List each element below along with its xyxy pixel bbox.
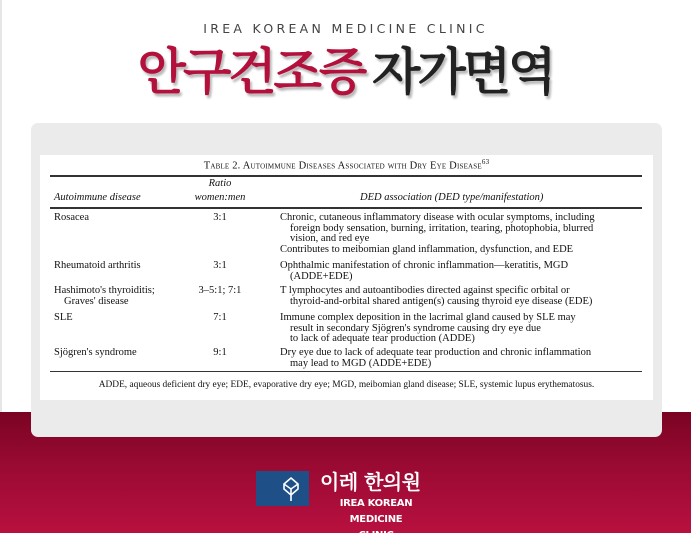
title-banner: [0, 0, 691, 125]
title-accent: 안구건조증: [137, 43, 365, 101]
table-footnote: ADDE, aqueous deficient dry eye; EDE, evaporative dry eye; MGD, meibomian gland disease; SLE, systemic lupus erythematosus.: [98, 380, 595, 390]
table-image: [40, 155, 653, 400]
table-title-ref: 63: [481, 158, 490, 166]
col-header-ratio-2: women:men: [194, 192, 246, 203]
row-rosacea-ratio: 3:1: [213, 212, 227, 223]
col-header-disease: Autoimmune disease: [54, 192, 141, 203]
col-header-ded: DED association (DED type/manifestation): [360, 192, 544, 203]
title-dark: 자가면역: [372, 43, 554, 101]
table-header-rule: [50, 207, 642, 209]
clinic-name-ko: 이레 한의원: [320, 470, 421, 494]
row-sjogren-ratio: 9:1: [213, 347, 227, 358]
row-sjogren-disease: Sjögren's syndrome: [54, 347, 137, 358]
row-rosacea-disease: Rosacea: [54, 212, 89, 223]
row-sle-ratio: 7:1: [213, 312, 227, 323]
col-header-ratio-1: Ratio: [208, 178, 232, 189]
row-ra-disease: Rheumatoid arthritis: [54, 260, 141, 271]
table-title: Table 2. Autoimmune Diseases Associated with Dry Eye Disease$^{63}$: [203, 158, 490, 172]
row-sjogren-ded: Dry eye due to lack of adequate tear production and chronic inflammation may lead to MGD (ADDE+EDE): [280, 347, 592, 369]
page-title: [0, 40, 691, 104]
table-top-rule: [50, 175, 642, 177]
row-thyroid-ded: T lymphocytes and autoantibodies directed against specific orbital or thyroid-and-orbital shared antigen(s) causing thyroid eye disease (EDE): [280, 285, 593, 307]
row-thyroid-disease: Hashimoto's thyroiditis; Graves' disease: [54, 285, 155, 307]
row-sle-disease: SLE: [54, 312, 73, 323]
row-ra-ratio: 3:1: [213, 260, 227, 271]
leaf-logo-icon: [281, 476, 301, 502]
row-ra-ded: Ophthalmic manifestation of chronic inflammation—keratitis, MGD (ADDE+EDE): [280, 260, 569, 282]
row-rosacea-ded: Chronic, cutaneous inflammatory disease with ocular symptoms, including foreign body sensation, burning, irritation, tearing, photophobia, blurred vision, and red eye Contributes to meibomian gland inflammation, dysfunction, and EDE: [280, 212, 595, 255]
clinic-name-en: IREA KOREAN MEDICINE CLINIC: [339, 498, 413, 541]
row-sle-ded: Immune complex deposition in the lacrimal gland caused by SLE may result in secondary Sjögren's syndrome causing dry eye due to lack of adequate tear production (ADDE): [280, 312, 576, 345]
table-bottom-rule: [50, 371, 642, 372]
clinic-eyebrow: IREA KOREAN MEDICINE CLINIC: [203, 21, 488, 36]
clinic-logo: [256, 471, 309, 506]
row-thyroid-ratio: 3–5:1; 7:1: [198, 285, 242, 296]
